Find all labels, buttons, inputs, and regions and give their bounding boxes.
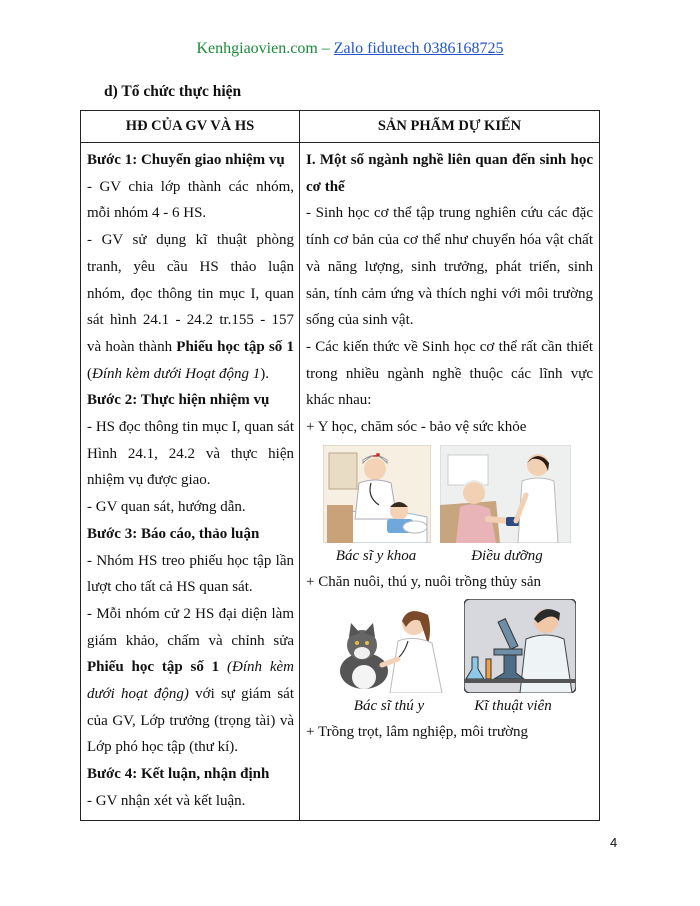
caption-vet: Bác sĩ thú y bbox=[353, 698, 425, 715]
field-item: + Y học, chăm sóc - bảo vệ sức khỏe bbox=[306, 419, 527, 436]
vet-illustration bbox=[324, 605, 452, 693]
col2-header: SẢN PHẨM DỰ KIẾN bbox=[300, 111, 600, 143]
step3-title: Bước 3: Báo cáo, thảo luận bbox=[87, 525, 260, 542]
medical-images bbox=[323, 445, 571, 543]
step3-item: - Nhóm HS treo phiếu học tập lần lượt cho tất cả HS quan sát. bbox=[87, 552, 294, 596]
field-item: + Chăn nuôi, thú y, nuôi trồng thủy sản bbox=[306, 573, 541, 590]
caption-doctor: Bác sĩ y khoa bbox=[335, 547, 417, 564]
step2-item: - GV quan sát, hướng dẫn. bbox=[87, 499, 246, 516]
col1-header: HĐ CỦA GV VÀ HS bbox=[81, 111, 300, 143]
step2-title: Bước 2: Thực hiện nhiệm vụ bbox=[87, 392, 270, 409]
step2-item: - HS đọc thông tin mục I, quan sát Hình 24.1, 24.2 và thực hiện nhiệm vụ được giao. bbox=[87, 419, 294, 489]
product-heading: I. Một số ngành nghề liên quan đến sinh học cơ thể bbox=[306, 152, 593, 195]
caption-technician: Kĩ thuật viên bbox=[474, 698, 552, 715]
text-run: với sự giám sát của GV, Lớp trưởng (trọng tài) và Lớp phó học tập (thư kí). bbox=[87, 686, 294, 756]
nurse-illustration bbox=[440, 445, 571, 543]
product-paragraph: - Các kiến thức về Sinh học cơ thể rất cần thiết trong nhiều ngành nghề thuộc các lĩnh vực khác nhau: bbox=[306, 338, 593, 409]
step4-item: - GV nhận xét và kết luận. bbox=[87, 792, 246, 809]
site-name: Kenhgiaovien.com bbox=[196, 40, 318, 57]
activity-table bbox=[80, 110, 600, 821]
text-run: ). bbox=[260, 365, 270, 382]
step3-item bbox=[87, 601, 294, 761]
step4-title: Bước 4: Kết luận, nhận định bbox=[87, 766, 270, 783]
header-separator: – bbox=[317, 40, 334, 57]
field-item: + Trồng trọt, lâm nghiệp, môi trường bbox=[306, 724, 529, 741]
table-header-row bbox=[81, 111, 600, 143]
teacher-student-activities bbox=[81, 143, 300, 821]
table-body-row bbox=[81, 143, 600, 821]
medical-captions bbox=[320, 543, 593, 569]
text-run: - Mỗi nhóm cử 2 HS đại diện làm giám khảo, chấm và chỉnh sửa bbox=[87, 605, 294, 649]
text-run: - GV sử dụng kĩ thuật phòng tranh, yêu cầu HS thảo luận nhóm, đọc thông tin mục I, quan sát hình 24.1 - 24.2 tr.155 - 157 và hoàn thành bbox=[87, 232, 294, 355]
worksheet-ref: Phiếu học tập số 1 bbox=[176, 338, 295, 355]
lab-technician-illustration bbox=[464, 599, 576, 693]
step1-title: Bước 1: Chuyển giao nhiệm vụ bbox=[87, 152, 285, 168]
caption-nurse: Điều dưỡng bbox=[471, 547, 543, 564]
worksheet-ref: Phiếu học tập số 1 bbox=[87, 659, 220, 676]
doctor-illustration bbox=[323, 445, 431, 543]
veterinary-images bbox=[324, 599, 576, 693]
step1-item bbox=[87, 227, 294, 387]
attachment-note: Đính kèm dưới Hoạt động 1 bbox=[92, 365, 261, 382]
product-paragraph: - Sinh học cơ thể tập trung nghiên cứu các đặc tính cơ bản của cơ thể như chuyển hóa vật chất và năng lượng, sinh trưởng, phát triển, sinh sản, tính cảm ứng và thích nghi với môi trường sống của sinh vật. bbox=[306, 205, 593, 329]
attachment-note: (Đính kèm dưới hoạt động) bbox=[87, 659, 294, 703]
expected-products bbox=[300, 143, 600, 821]
veterinary-captions bbox=[324, 693, 593, 719]
section-title: d) Tổ chức thực hiện bbox=[104, 83, 242, 100]
page-number: 4 bbox=[610, 835, 618, 850]
page-header bbox=[0, 40, 700, 58]
step1-item: - GV chia lớp thành các nhóm, mỗi nhóm 4 - 6 HS. bbox=[87, 178, 294, 222]
contact-link[interactable]: Zalo fidutech 0386168725 bbox=[333, 40, 504, 57]
text-run: ( bbox=[87, 365, 92, 382]
text-run bbox=[219, 659, 227, 675]
